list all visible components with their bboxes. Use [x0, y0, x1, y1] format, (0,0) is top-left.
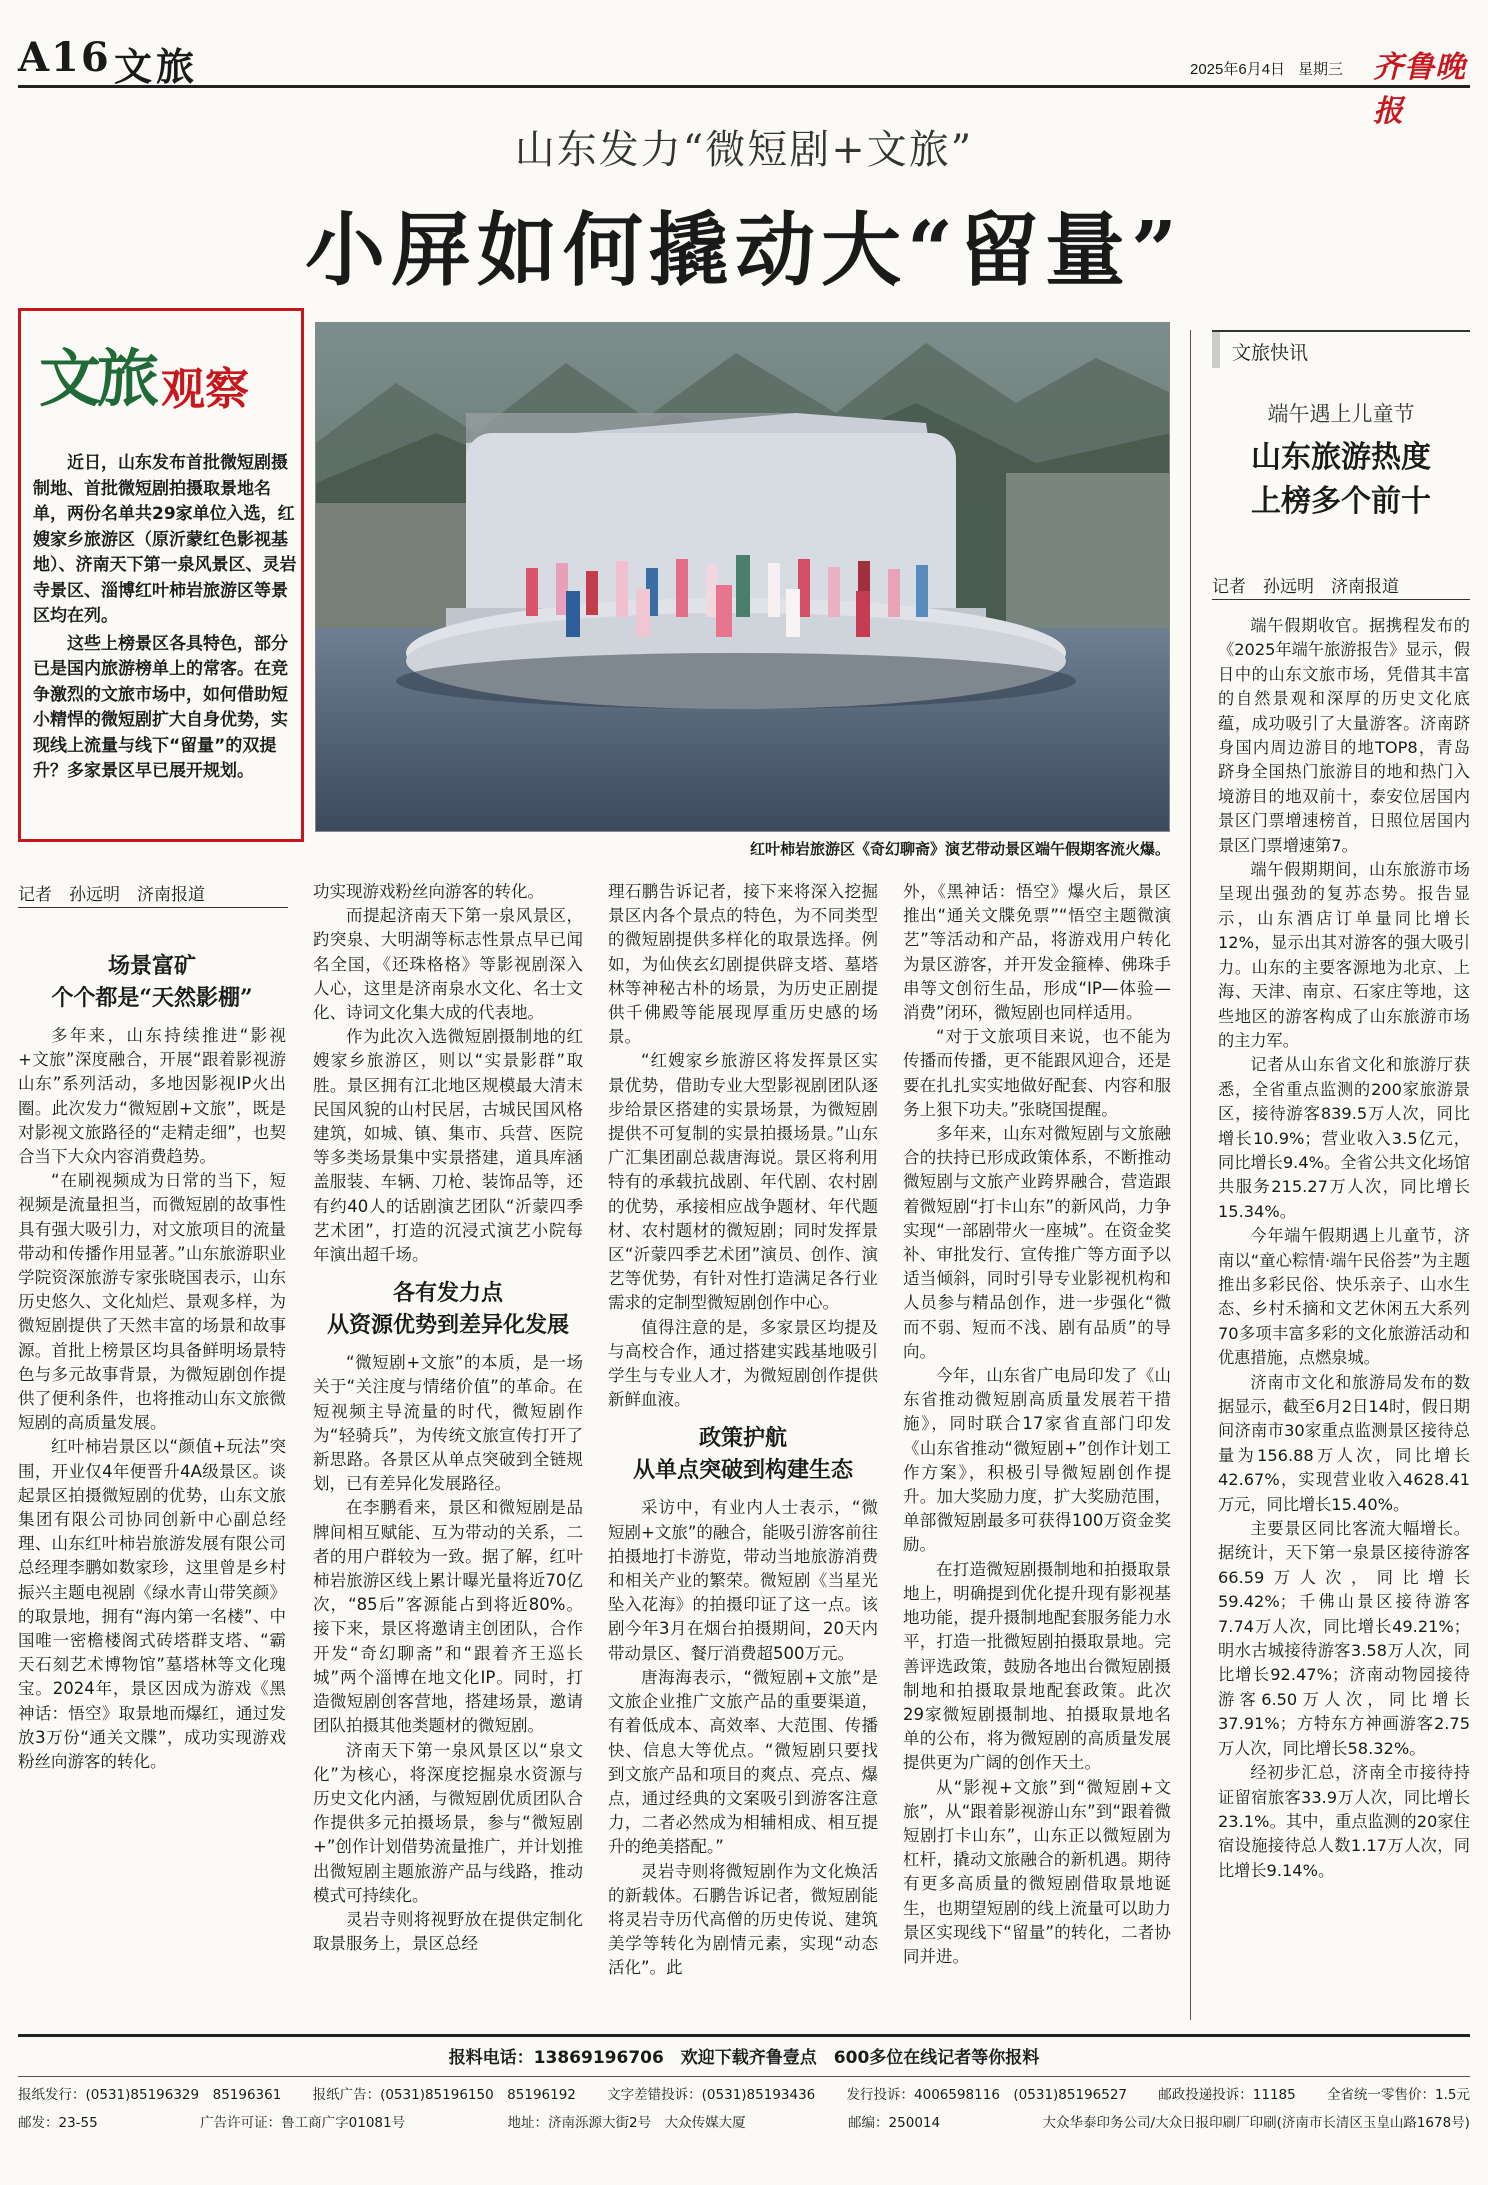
footer-item: 邮发：23-55	[18, 2115, 98, 2131]
footer-promo: 报料电话：13869196706 欢迎下载齐鲁壹点 600多位在线记者等你报料	[18, 2037, 1470, 2077]
paragraph: 端午假期期间，山东旅游市场呈现出强劲的复苏态势。报告显示，山东酒店订单量同比增长12%，显示出其对游客的强大吸引力。山东的主要客源地为北京、上海、天津、南京、石家庄等地，这些地区的游客构成了山东旅游市场的主力军。	[1218, 860, 1470, 1050]
paragraph: 值得注意的是，多家景区均提及与高校合作，通过搭建实践基地吸引学生与专业人才，为微短剧创作提供新鲜血液。	[608, 1317, 878, 1410]
page-number: A16	[18, 34, 111, 81]
paragraph: 在打造微短剧摄制地和拍摄取景地上，明确提到优化提升现有影视基地功能，提升摄制地配套服务能力水平，打造一批微短剧拍摄取景地。完善评选政策，鼓励各地出台微短剧摄制地和拍摄取景地配套政策。此次29家微短剧摄制地、拍摄取景地名单的公布，将为微短剧的高质量发展提供更为广阔的创作天土。	[903, 1559, 1171, 1773]
sidebar-title-line2: 上榜多个前十	[1251, 484, 1431, 519]
photo-caption: 红叶柿岩旅游区《奇幻聊斋》演艺带动景区端午假期客流火爆。	[749, 840, 1170, 858]
subheading-3-line2: 从单点突破到构建生态	[632, 1457, 853, 1484]
subheading-1-line2: 个个都是“天然影棚”	[51, 985, 253, 1011]
article-column-4	[903, 880, 1171, 1969]
subheading-1-line1: 场景富矿	[107, 953, 196, 979]
article-column-3	[608, 880, 878, 1981]
article-headline: 小屏如何撬动大“留量”	[304, 203, 1184, 297]
paragraph: 主要景区同比客流大幅增长。据统计，天下第一泉景区接待游客66.59万人次，同比增长59.42%；千佛山景区接待游客7.74万人次，同比增长49.21%；明水古城接待游客3.58万人次，同比增长92.47%；济南动物园接待游客6.50万人次，同比增长37.91%；方特东方神画游客2.75万人次，同比增长58.32%。	[1218, 1519, 1470, 1758]
footer-item: 地址：济南泺源大街2号 大众传媒大厦	[507, 2115, 746, 2131]
intro-paragraph: 这些上榜景区各具特色，部分已是国内旅游榜单上的常客。在竞争激烈的文旅市场中，如何借助短小精悍的微短剧扩大自身优势，实现线上流量与线下“留量”的双提升？多家景区早已展开规划。	[33, 633, 288, 781]
news-brief-sidebar	[1212, 330, 1470, 2020]
subheading-1	[18, 950, 286, 1014]
paragraph: “微短剧+文旅”的本质，是一场关于“关注度与情绪价值”的革命。在短视频主导流量的时代，微短剧作为“轻骑兵”，为传统文旅宣传打开了新思路。各景区从单点突破到全链规划，已有差异化发展路径。	[313, 1353, 583, 1494]
column-logo-sub: 观察	[161, 364, 249, 415]
paragraph: 灵岩寺则将视野放在提供定制化取景服务上，景区总经	[313, 1909, 583, 1954]
sidebar-title	[1212, 436, 1470, 524]
issue-date: 2025年6月4日	[1190, 61, 1286, 78]
article-kicker: 山东发力“微短剧+文旅”	[514, 127, 974, 173]
intro-box	[18, 308, 304, 842]
paragraph: 济南天下第一泉风景区以“泉文化”为核心，将深度挖掘泉水资源与历史文化内涵，与微短剧优质团队合作提供多元拍摄场景，参与“微短剧+”创作计划借势流量推广，并计划推出微短剧主题旅游产品与线路，推动模式可持续化。	[313, 1740, 583, 1905]
paragraph: 红叶柿岩景区以“颜值+玩法”突围，开业仅4年便晋升4A级景区。谈起景区拍摄微短剧的优势，山东文旅集团有限公司协同创新中心副总经理、山东红叶柿岩旅游发展有限公司总经理李鹏如数家珍，这里曾是乡村振兴主题电视剧《绿水青山带笑颜》的取景地，拥有“海内第一名楼”、中国唯一密檐楼阁式砖塔群支塔、“霸天石刻艺术博物馆”墓塔林等文化瑰宝。2024年，景区因成为游戏《黑神话：悟空》取景地而爆红，通过发放3万份“通关文牒”，成功实现游戏粉丝向游客的转化。	[18, 1437, 286, 1772]
intro-paragraph: 近日，山东发布首批微短剧摄制地、首批微短剧拍摄取景地名单，两份名单共29家单位入选，红嫂家乡旅游区（原沂蒙红色影视基地）、济南天下第一泉风景区、灵岩寺景区、淄博红叶柿岩旅游区等景区均在列。	[33, 453, 297, 626]
paragraph: “红嫂家乡旅游区将发挥景区实景优势，借助专业大型影视剧团队逐步给景区搭建的实景场景，为微短剧提供不可复制的实景拍摄场景。”山东广汇集团副总裁唐海说。景区将利用特有的承载抗战剧、年代剧、农村剧的优势，承接相应战争题材、年代题材、农村题材的微短剧；同时发挥景区“沂蒙四季艺术团”演员、创作、演艺等优势，有针对性打造满足各行业需求的定制型微短剧创作中心。	[608, 1051, 878, 1313]
stage-photo	[315, 322, 1170, 832]
newspaper-logo: 齐鲁晚报	[1373, 50, 1466, 129]
paragraph: 记者从山东省文化和旅游厅获悉，全省重点监测的200家旅游景区，接待游客839.5万人次，同比增长10.9%；营业收入3.5亿元，同比增长9.4%。全省公共文化场馆共服务215.27万人次，同比增长15.34%。	[1218, 1055, 1470, 1221]
sidebar-kicker: 端午遇上儿童节	[1267, 402, 1415, 426]
paragraph: 多年来，山东对微短剧与文旅融合的扶持已形成政策体系，不断推动微短剧与文旅产业跨界融合，营造跟着微短剧“打卡山东”的新风尚，力争实现“一部剧带火一座城”。在资金奖补、审批发行、宣传推广等方面予以适当倾斜，同时引导专业影视机构和人员参与精品创作，进一步强化“微而不弱、短而不浅、剧有品质”的导向。	[903, 1124, 1171, 1361]
footer-item: 邮编：250014	[848, 2115, 941, 2131]
stage-photo-illustration	[316, 323, 1170, 832]
sidebar-byline: 记者 孙远明 济南报道	[1212, 572, 1470, 600]
footer-item: 全省统一零售价：1.5元	[1326, 2087, 1470, 2103]
paragraph: 在李鹏看来，景区和微短剧是品牌间相互赋能、互为带动的关系，二者的用户群较为一致。据了解，红叶柿岩旅游区线上累计曝光量将近70亿次，“85后”客源能占到将近80%。接下来，景区将邀请主创团队，合作开发“奇幻聊斋”和“跟着齐王巡长城”两个淄博在地文化IP。同时，打造微短剧创客营地，搭建场景，邀请团队拍摄其他类题材的微短剧。	[313, 1498, 583, 1736]
paragraph: 从“影视+文旅”到“微短剧+文旅”，从“跟着影视游山东”到“跟着微短剧打卡山东”，山东正以微短剧为杠杆，撬动文旅融合的新机遇。期待有更多高质量的微短剧借取景地诞生，也期望短剧的线上流量可以助力景区实现线下“留量”的转化，二者协同并进。	[903, 1777, 1171, 1966]
footer-contact-row	[18, 2077, 1470, 2105]
subheading-2-line1: 各有发力点	[392, 1280, 503, 1307]
footer-item: 报纸广告：(0531)85196150 85196192	[312, 2087, 576, 2103]
sidebar-body	[1218, 614, 1470, 1883]
paragraph: “在刷视频成为日常的当下，短视频是流量担当，而微短剧的故事性具有强大吸引力，对文旅项目的流量带动和传播作用显著。”山东旅游职业学院资深旅游专家张晓国表示，山东历史悠久、文化灿烂、景观多样，为微短剧提供了天然丰富的场景和故事源。首批上榜景区均具备鲜明场景特色与多元故事背景，为微短剧创作提供了便利条件，也将推动山东文旅微短剧的高质量发展。	[18, 1171, 286, 1433]
page-footer	[18, 2034, 1470, 2133]
sidebar-title-line1: 山东旅游热度	[1251, 440, 1431, 475]
paragraph: 灵岩寺则将微短剧作为文化焕活的新载体。石鹏告诉记者，微短剧能将灵岩寺历代高僧的历史传说、建筑美学等转化为剧情元素，实现“动态活化”。此	[608, 1861, 878, 1978]
footer-item: 发行投诉：4006598116 (0531)85196527	[846, 2087, 1128, 2103]
footer-item: 大众华泰印务公司/大众日报印刷厂印刷(济南市长清区玉皇山路1678号)	[1042, 2115, 1470, 2131]
article-column-1	[18, 940, 286, 1774]
footer-item: 广告许可证：鲁工商广字01081号	[200, 2115, 406, 2131]
intro-text	[33, 451, 297, 787]
article-column-2	[313, 880, 583, 1956]
masthead	[18, 28, 1470, 129]
column-logo	[33, 315, 295, 435]
footer-info-row	[18, 2105, 1470, 2133]
footer-item: 报纸发行：(0531)85196329 85196361	[18, 2087, 282, 2103]
sidebar-divider	[1190, 330, 1191, 2020]
subheading-2	[313, 1277, 583, 1341]
paragraph: 作为此次入选微短剧摄制地的红嫂家乡旅游区，则以“实景影群”取胜。景区拥有江北地区规模最大清末民国风貌的山村民居，古城民国风格建筑，如城、镇、集市、兵营、医院等多类场景集中实景搭建，道具库涵盖服装、车辆、刀枪、装饰品等，还有约40人的话剧演艺团队“沂蒙四季艺术团”，打造的沉浸式演艺小院每年演出超千场。	[313, 1027, 583, 1265]
paragraph: 而提起济南天下第一泉风景区，趵突泉、大明湖等标志性景点早已闻名全国，《还珠格格》等影视剧深入人心，这里是济南泉水文化、名士文化、诗词文化集大成的代表地。	[313, 906, 583, 1023]
article-byline: 记者 孙远明 济南报道	[18, 880, 288, 908]
section-name: 文旅	[114, 44, 199, 89]
paragraph: 经初步汇总，济南全市接待持证留宿旅客33.9万人次，同比增长23.1%。其中，重点监测的20家住宿设施接待总人数1.17万人次，同比增长9.14%。	[1218, 1763, 1470, 1880]
column-logo-main: 文旅	[39, 342, 156, 415]
paragraph: 端午假期收官。据携程发布的《2025年端午旅游报告》显示，假日中的山东文旅市场，凭借其丰富的自然景观和深厚的历史文化底蕴，成功吸引了大量游客。济南跻身国内周边游目的地TOP8，青岛跻身全国热门旅游目的地和热门入境游目的地双前十，泰安位居国内景区门票增速榜首，日照位居国内景区门票增速第7。	[1218, 616, 1470, 855]
paragraph: “对于文旅项目来说，也不能为传播而传播，更不能跟风迎合，还是要在扎扎实实地做好配套、内容和服务上狠下功夫。”张晓国提醒。	[903, 1027, 1171, 1119]
paragraph: 采访中，有业内人士表示，“微短剧+文旅”的融合，能吸引游客前往拍摄地打卡游览，带动当地旅游消费和相关产业的繁荣。微短剧《当星光坠入花海》的拍摄印证了这一点。该剧今年3月在烟台拍摄期间，20天内带动景区、餐厅消费超500万元。	[608, 1498, 878, 1663]
paragraph: 多年来，山东持续推进“影视+文旅”深度融合，开展“跟着影视游山东”系列活动，多地因影视IP火出圈。此次发力“微短剧+文旅”，既是对影视文旅路径的“走精走细”，也契合当下大众内容消费趋势。	[18, 1026, 286, 1167]
subheading-2-line2: 从资源优势到差异化发展	[326, 1312, 569, 1339]
subheading-3-line1: 政策护航	[698, 1425, 787, 1452]
footer-item: 邮政投递投诉：11185	[1158, 2087, 1296, 2103]
paragraph: 济南市文化和旅游局发布的数据显示，截至6月2日14时，假日期间济南市30家重点监测景区接待总量为156.88万人次，同比增长42.67%，实现营业收入4628.41万元，同比增长15.40%。	[1218, 1372, 1470, 1514]
paragraph: 今年，山东省广电局印发了《山东省推动微短剧高质量发展若干措施》，同时联合17家省直部门印发《山东省推动“微短剧+”创作计划工作方案》，积极引导微短剧创作提升。加大奖励力度，扩大奖励范围，单部微短剧最多可获得100万资金奖励。	[903, 1366, 1171, 1555]
paragraph: 今年端午假期遇上儿童节，济南以“童心粽情·端午民俗荟”为主题推出多彩民俗、快乐亲子、山水生态、乡村禾摘和文艺休闲五大系列70多项丰富多彩的文化旅游活动和优惠措施，点燃泉城。	[1218, 1226, 1470, 1368]
footer-item: 文字差错投诉：(0531)85193436	[607, 2087, 816, 2103]
issue-weekday: 星期三	[1298, 61, 1344, 78]
paragraph: 理石鹏告诉记者，接下来将深入挖掘景区内各个景点的特色，为不同类型的微短剧提供多样化的取景选择。例如，为仙侠玄幻剧提供辟支塔、墓塔林等神秘古朴的场景，为历史正剧提供千佛殿等能展现厚重历史感的场景。	[608, 882, 878, 1047]
paragraph: 功实现游戏粉丝向游客的转化。	[313, 882, 544, 901]
subheading-3	[608, 1422, 878, 1486]
sidebar-tag: 文旅快讯	[1212, 330, 1470, 368]
paragraph: 外，《黑神话：悟空》爆火后，景区推出“通关文牒免票”“悟空主题微演艺”等活动和产品，将游戏用户转化为景区游客，并开发金箍棒、佛珠手串等文创衍生品，形成“IP—体验—消费”闭环，微短剧也同样适用。	[903, 882, 1171, 1023]
paragraph: 唐海海表示，“微短剧+文旅”是文旅企业推广文旅产品的重要渠道，有着低成本、高效率、大范围、传播快、信息大等优点。“微短剧只要找到文旅产品和项目的爽点、亮点、爆点，通过经典的文案吸引到游客注意力，二者必然成为相辅相成、相互提升的绝美搭配。”	[608, 1667, 878, 1857]
